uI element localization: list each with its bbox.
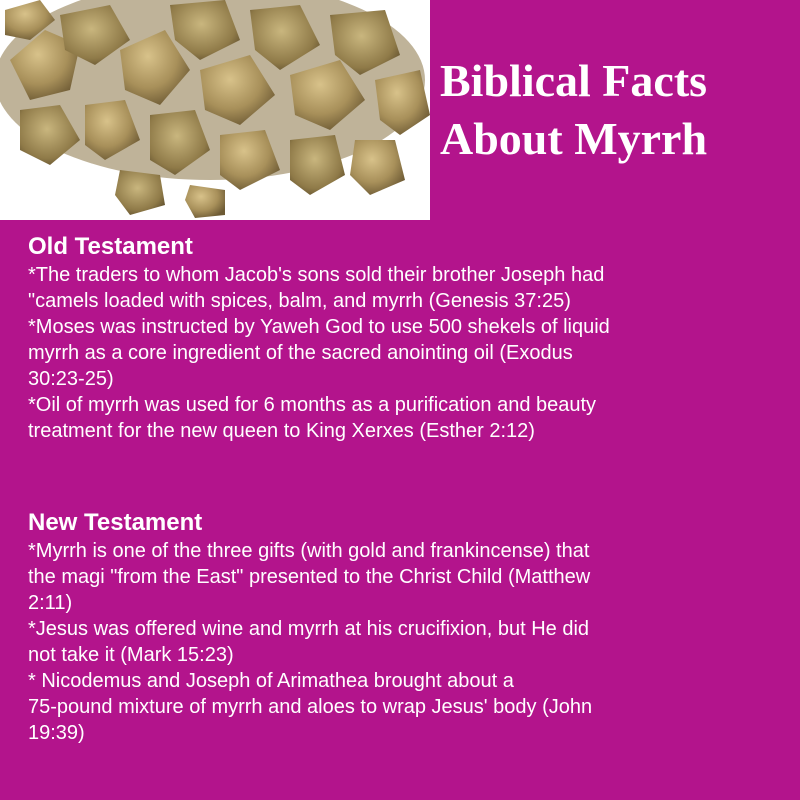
old-testament-heading: Old Testament (28, 233, 193, 260)
myrrh-resin-illustration (0, 0, 430, 220)
new-testament-section (28, 508, 788, 746)
title-line-2: About Myrrh (440, 113, 708, 164)
page-title (440, 52, 790, 168)
old-testament-section (28, 232, 788, 444)
new-testament-heading: New Testament (28, 509, 203, 536)
new-testament-facts: *Myrrh is one of the three gifts (with gold and frankincense) that the magi "from the East" presented to the Christ Child (Matthew 2:11) *Jesus was offered wine and myrrh at his crucifixion, but He did not take it (Mark 15:23) * Nicodemus and Joseph of Arimathea brought about a 75-pound mixture of myrrh and aloes to wrap Jesus' body (John 19:39) (28, 540, 593, 744)
title-line-1: Biblical Facts (440, 55, 708, 106)
old-testament-facts: *The traders to whom Jacob's sons sold their brother Joseph had "camels loaded with spices, balm, and myrrh (Genesis 37:25) *Moses was instructed by Yaweh God to use 500 shekels of liquid myrrh as a core ingredient of the sacred anointing oil (Exodus 30:23-25) *Oil of myrrh was used for 6 months as a purification and beauty treatment for the new queen to King Xerxes (Esther 2:12) (28, 264, 610, 442)
myrrh-resin-photo (0, 0, 430, 220)
